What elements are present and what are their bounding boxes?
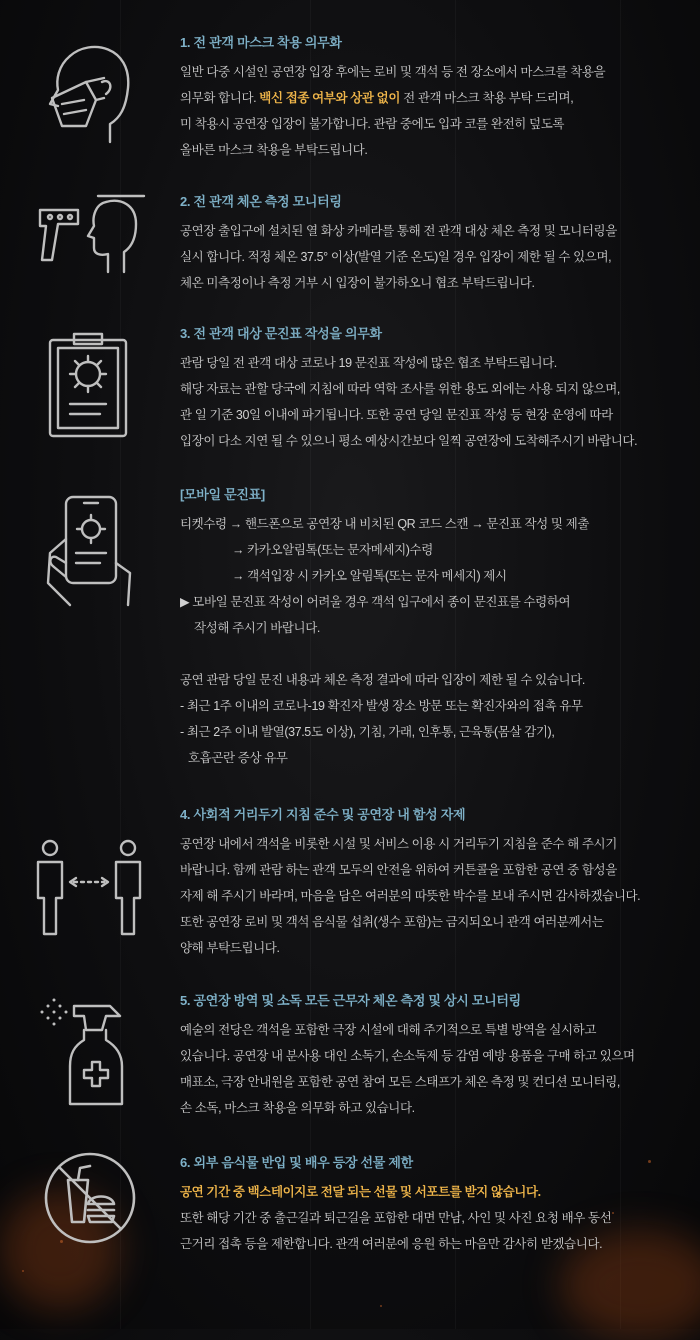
text: 의무화 합니다. — [180, 91, 260, 105]
paragraph-line: 입장이 다소 지연 될 수 있으니 평소 예상시간보다 일찍 공연장에 도착해주시기 바랍니다. — [180, 434, 638, 448]
thermometer-gun-icon — [36, 190, 146, 280]
section-title: [모바일 문진표] — [180, 487, 265, 502]
paragraph-line: 바랍니다. 함께 관람 하는 관객 모두의 안전을 위하여 커튼콜을 포함한 공연 중 함성을 — [180, 863, 617, 877]
section-questionnaire — [180, 323, 690, 454]
paragraph-line — [180, 85, 690, 111]
paragraph-line: 체온 미측정이나 측정 거부 시 입장이 불가하오니 협조 부탁드립니다. — [180, 276, 535, 290]
mobile-scan-icon — [40, 493, 140, 613]
paragraph-line: - 최근 2주 이내 발열(37.5도 이상), 기침, 가래, 인후통, 근육통(몸살 감기), — [180, 725, 555, 739]
paragraph-line: 근거리 접촉 등을 제한합니다. 관객 여러분에 응원 하는 마음만 감사히 받겠습니다. — [180, 1237, 603, 1251]
section-temperature — [180, 191, 690, 296]
social-distance-icon — [34, 838, 144, 938]
paragraph-line: 작성해 주시기 바랍니다. — [194, 621, 320, 635]
masked-face-icon — [40, 38, 140, 148]
paragraph-line: 호흡곤란 증상 유무 — [188, 751, 288, 765]
text: 전 관객 마스크 착용 부탁 드리며, — [400, 91, 574, 105]
paragraph-line: ▶ 모바일 문진표 작성이 어려울 경우 객석 입구에서 종이 문진표를 수령하여 — [180, 595, 571, 609]
disinfectant-spray-icon — [40, 990, 140, 1110]
paragraph-line: 양해 부탁드립니다. — [180, 941, 280, 955]
section-mask — [180, 32, 690, 163]
section-distancing — [180, 804, 690, 961]
paragraph-line: 미 착용시 공연장 입장이 불가합니다. 관람 중에도 입과 코를 완전히 덮도록 — [180, 117, 565, 131]
section-disinfection — [180, 990, 690, 1121]
paragraph-line: 관 일 기준 30일 이내에 파기됩니다. 또한 공연 당일 문진표 작성 등 현장 운영에 따라 — [180, 408, 613, 422]
paragraph-line: 올바른 마스크 착용을 부탁드립니다. — [180, 143, 368, 157]
section-mobile-questionnaire — [180, 484, 690, 771]
paragraph-line: 관람 당일 전 관객 대상 코로나 19 문진표 작성에 많은 협조 부탁드립니다. — [180, 356, 557, 370]
paragraph-line: 또한 공연장 로비 및 객석 음식물 섭취(생수 포함)는 금지되오니 관객 여러분께서는 — [180, 915, 604, 929]
section-title: 1. 전 관객 마스크 착용 의무화 — [180, 35, 342, 50]
highlight-text: 공연 기간 중 백스테이지로 전달 되는 선물 및 서포트를 받지 않습니다. — [180, 1185, 541, 1199]
paragraph-line: 또한 해당 기간 중 출근길과 퇴근길을 포함한 대면 만남, 사인 및 사진 요청 배우 동선 — [180, 1211, 612, 1225]
paragraph-line: 손 소독, 마스크 착용을 의무화 하고 있습니다. — [180, 1101, 415, 1115]
paragraph-line: 예술의 전당은 객석을 포함한 극장 시설에 대해 주기적으로 특별 방역을 실시하고 — [180, 1023, 597, 1037]
section-title: 5. 공연장 방역 및 소독 모든 근무자 체온 측정 및 상시 모니터링 — [180, 993, 521, 1008]
paragraph-line: 매표소, 극장 안내원을 포함한 공연 참여 모든 스태프가 체온 측정 및 컨디션 모니터링, — [180, 1075, 620, 1089]
section-gift-restriction — [180, 1152, 690, 1257]
paragraph-line: 공연장 내에서 객석을 비롯한 시설 및 서비스 이용 시 거리두기 지침을 준수 해 주시기 — [180, 837, 617, 851]
paragraph-line: 자제 해 주시기 바라며, 마음을 담은 여러분의 따뜻한 박수를 보내 주시면 감사하겠습니다. — [180, 889, 641, 903]
paragraph-line: - 최근 1주 이내의 코로나-19 확진자 발생 장소 방문 또는 확진자와의 접촉 유무 — [180, 699, 583, 713]
no-food-icon — [42, 1150, 138, 1246]
paragraph-line: 실시 합니다. 적정 체온 37.5° 이상(발열 기준 온도)일 경우 입장이 제한 될 수 있으며, — [180, 250, 612, 264]
section-title: 3. 전 관객 대상 문진표 작성을 의무화 — [180, 326, 382, 341]
section-title: 4. 사회적 거리두기 지침 준수 및 공연장 내 함성 자제 — [180, 807, 466, 822]
clipboard-virus-icon — [46, 330, 132, 440]
paragraph-line: 있습니다. 공연장 내 분사용 대인 소독기, 손소독제 등 감염 예방 용품을 구매 하고 있으며 — [180, 1049, 635, 1063]
paragraph-line: → 카카오알림톡(또는 문자메세지)수령 — [232, 543, 433, 557]
paragraph-line: 해당 자료는 관할 당국에 지침에 따라 역학 조사를 위한 용도 외에는 사용 되지 않으며, — [180, 382, 620, 396]
paragraph-line: 일반 다중 시설인 공연장 입장 후에는 로비 및 객석 등 전 장소에서 마스크를 착용을 — [180, 65, 606, 79]
highlight-text: 백신 접종 여부와 상관 없이 — [259, 91, 400, 105]
paragraph-line: 공연 관람 당일 문진 내용과 체온 측정 결과에 따라 입장이 제한 될 수 있습니다. — [180, 673, 585, 687]
section-title: 6. 외부 음식물 반입 및 배우 등장 선물 제한 — [180, 1155, 413, 1170]
paragraph-line: 공연장 출입구에 설치된 열 화상 카메라를 통해 전 관객 대상 체온 측정 및 모니터링을 — [180, 224, 617, 238]
paragraph-line: → 객석입장 시 카카오 알림톡(또는 문자 메세지) 제시 — [232, 569, 507, 583]
section-title: 2. 전 관객 체온 측정 모니터링 — [180, 194, 342, 209]
paragraph-line: 티켓수령 → 핸드폰으로 공연장 내 비치된 QR 코드 스캔 → 문진표 작성 및 제출 — [180, 517, 589, 531]
